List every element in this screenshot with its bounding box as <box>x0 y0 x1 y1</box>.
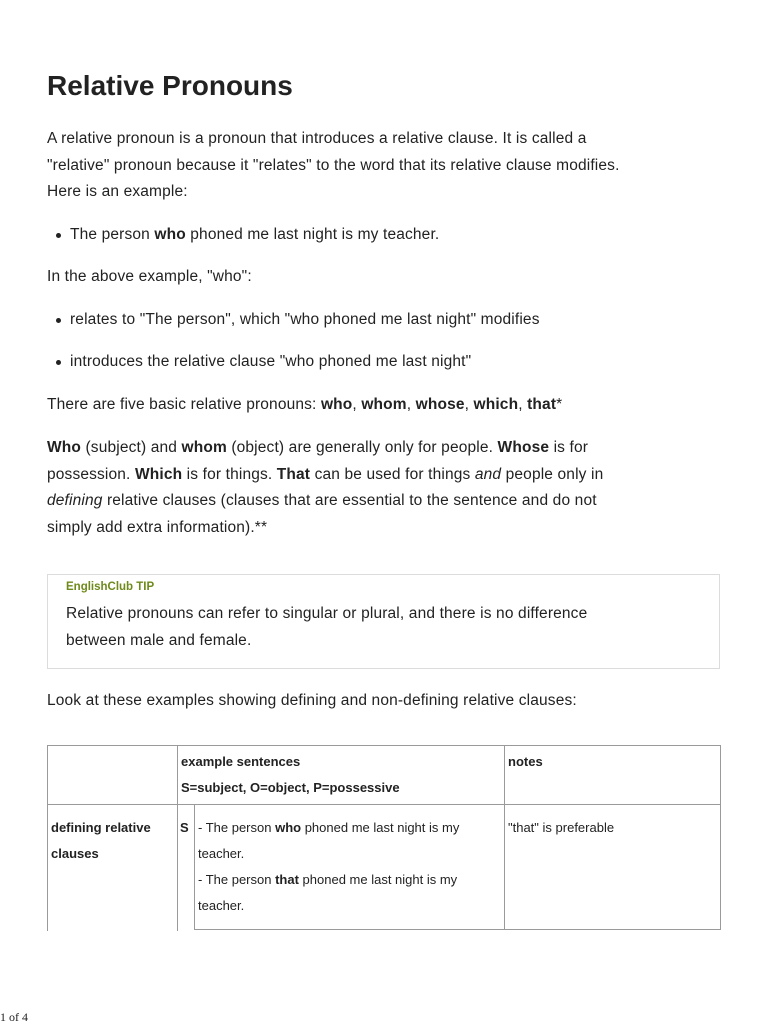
point-bullet-1: relates to "The person", which "who phoned me last night" modifies <box>70 307 540 333</box>
row-label-defining: defining relative clauses <box>51 820 151 861</box>
intro-paragraph <box>47 126 727 206</box>
table-header-notes: notes <box>508 754 543 769</box>
intro-line-1: A relative pronoun is a pronoun that introduces a relative clause. It is called a <box>47 130 587 147</box>
intro-line-2: "relative" pronoun because it "relates" to the word that its relative clause modifies. <box>47 156 620 174</box>
intro-line-3: Here is an example: <box>47 183 188 200</box>
tip-label: EnglishClub TIP <box>66 581 155 593</box>
table-header-examples: example sentences S=subject, O=object, P=possessive <box>181 754 400 795</box>
page-number: 1 of 4 <box>0 1010 28 1024</box>
five-basic-pronouns: There are five basic relative pronouns: who, whom, whose, which, that* <box>47 396 563 413</box>
row-code-s: S <box>180 820 189 835</box>
look-examples-text: Look at these examples showing defining and non-defining relative clauses: <box>47 692 577 709</box>
tip-text: Relative pronouns can refer to singular or plural, and there is no difference between male and female. <box>66 605 588 649</box>
example-bullet: The person who phoned me last night is my teacher. <box>70 222 439 248</box>
row-note: "that" is preferable <box>508 820 615 835</box>
above-example-text: In the above example, "who": <box>47 268 252 285</box>
usage-paragraph: Who (subject) and whom (object) are generally only for people. Whose is for possession. Which is for things. That can be used for things and people only in defining relative clauses (clauses that are essential to the sentence and do not simply add extra information).** <box>47 439 604 536</box>
tip-box <box>47 574 720 669</box>
examples-table <box>47 745 721 931</box>
point-bullet-2: introduces the relative clause "who phoned me last night" <box>70 349 471 375</box>
page-title: Relative Pronouns <box>47 70 293 101</box>
row-sentences: - The person who phoned me last night is my teacher. - The person that phoned me last night is my teacher. <box>198 820 460 913</box>
